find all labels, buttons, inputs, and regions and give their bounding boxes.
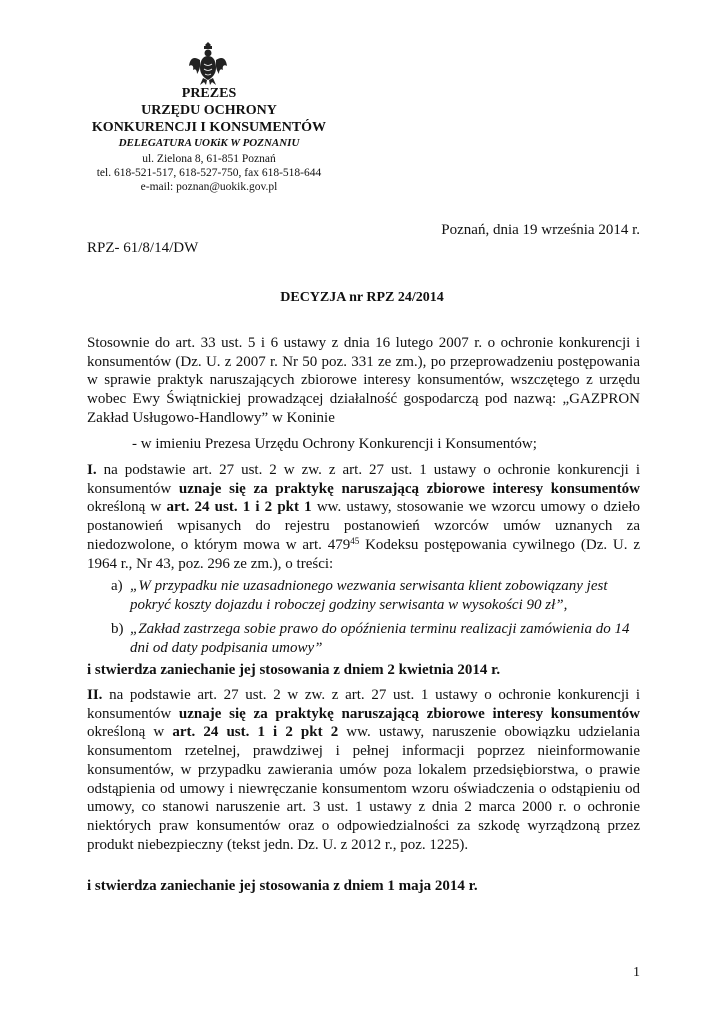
header-address: ul. Zielona 8, 61-851 Poznań xyxy=(142,153,276,165)
section-1-paragraph xyxy=(87,461,640,573)
header-title-line-2: URZĘDU OCHRONY xyxy=(141,103,277,118)
header-phones: tel. 618-521-517, 618-527-750, fax 618-518-644 xyxy=(96,167,322,179)
section-2-text-2: określoną w xyxy=(87,724,173,741)
clause-item xyxy=(111,620,640,657)
clause-item-label: b) xyxy=(111,621,124,637)
header-title-line-3: KONKURENCJI I KONSUMENTÓW xyxy=(91,120,327,135)
clause-item-text: „W przypadku nie uzasadnionego wezwania serwisanta klient zobowiązany jest pokryć koszty dojazdu i roboczej godziny serwisanta w wysokości 90 zł”, xyxy=(130,578,608,613)
cessation-statement-1: i stwierdza zaniechanie jej stosowania z dniem 2 kwietnia 2014 r. xyxy=(87,662,501,678)
page-number: 1 xyxy=(633,965,640,980)
section-1-superscript: 45 xyxy=(350,535,360,546)
header-title-line-1: PREZES xyxy=(181,86,237,101)
section-2-text-3: ww. ustawy, naruszenie obowiązku udzielania konsumentom rzetelnej, prawdziwej i pełnej informacji poprzez nieinformowanie konsumentów, w przypadku zawierania umów poza lokalem przedsiębiorstwa, o prawie odstąpienia od umowy i niewręczanie konsumentom wzoru oświadczenia o odstąpieniu od umowy, co stanowi naruszenie art. 3 ust. 1 ustawy z dnia 2 marca 2000 r. o ochronie niektórych praw konsumentów oraz o odpowiedzialności za szkodę wyrządzoną przez produkt niebezpieczny (tekst jedn. Dz. U. z 2012 r., poz. 1225). xyxy=(87,724,640,853)
section-2-paragraph xyxy=(87,686,640,854)
on-behalf-line: - w imieniu Prezesa Urzędu Ochrony Konkurencji i Konsumentów; xyxy=(132,436,537,452)
date-line: Poznań, dnia 19 września 2014 r. xyxy=(441,222,640,238)
section-2-text-1: na podstawie art. 27 ust. 2 w zw. z art. 27 ust. 1 ustawy o ochronie konkurencji i konsumentów xyxy=(87,687,640,722)
polish-eagle-emblem-icon xyxy=(188,40,228,86)
header-delegation: DELEGATURA UOKiK W POZNANIU xyxy=(118,137,300,149)
header-email: e-mail: poznan@uokik.gov.pl xyxy=(140,181,278,193)
section-1-text-4: Kodeksu postępowania cywilnego (Dz. U. z 1964 r., Nr 43, poz. 296 ze zm.), o treści: xyxy=(87,536,641,572)
section-2-bold-1: uznaje się za praktykę naruszającą zbiorowe interesy konsumentów xyxy=(178,705,640,722)
section-2-bold-2: art. 24 ust. 1 i 2 pkt 2 xyxy=(172,724,339,741)
clause-item xyxy=(111,577,640,614)
section-1-bold-1: uznaje się za praktykę naruszającą zbiorowe interesy konsumentów xyxy=(178,480,640,497)
decision-title: DECYZJA nr RPZ 24/2014 xyxy=(280,290,444,305)
section-2-number: II. xyxy=(87,687,103,703)
section-1-text-3: ww. ustawy, stosowanie we wzorcu umowy o dzieło postanowień wpisanych do rejestru postanowień wzorców umów uznanych za niedozwolone, o którym mowa w art. 479 xyxy=(87,499,641,553)
section-1-text-2: określoną w xyxy=(87,499,167,516)
cessation-statement-2: i stwierdza zaniechanie jej stosowania z dniem 1 maja 2014 r. xyxy=(87,878,478,894)
section-1-number: I. xyxy=(87,462,97,478)
intro-paragraph: Stosownie do art. 33 ust. 5 i 6 ustawy z dnia 16 lutego 2007 r. o ochronie konkurencji i konsumentów (Dz. U. z 2007 r. Nr 50 poz. 331 ze zm.), po przeprowadzeniu postępowania w sprawie praktyk naruszających zbiorowe interesy konsumentów, wszczętego z urzędu wobec Ewy Świątnickiej prowadzącej działalność gospodarczą pod nazwą: „GAZPRON Zakład Usługowo-Handlowy” w Koninie xyxy=(87,335,640,426)
section-1-text-1: na podstawie art. 27 ust. 2 w zw. z art. 27 ust. 1 ustawy o ochronie konkurencji i konsumentów xyxy=(87,462,640,497)
reference-number: RPZ- 61/8/14/DW xyxy=(87,240,199,256)
clause-item-text: „Zakład zastrzega sobie prawo do opóźnienia terminu realizacji zamówienia do 14 dni od daty podpisania umowy” xyxy=(130,621,630,656)
section-1-bold-2: art. 24 ust. 1 i 2 pkt 1 xyxy=(166,499,312,516)
clause-item-label: a) xyxy=(111,578,123,594)
